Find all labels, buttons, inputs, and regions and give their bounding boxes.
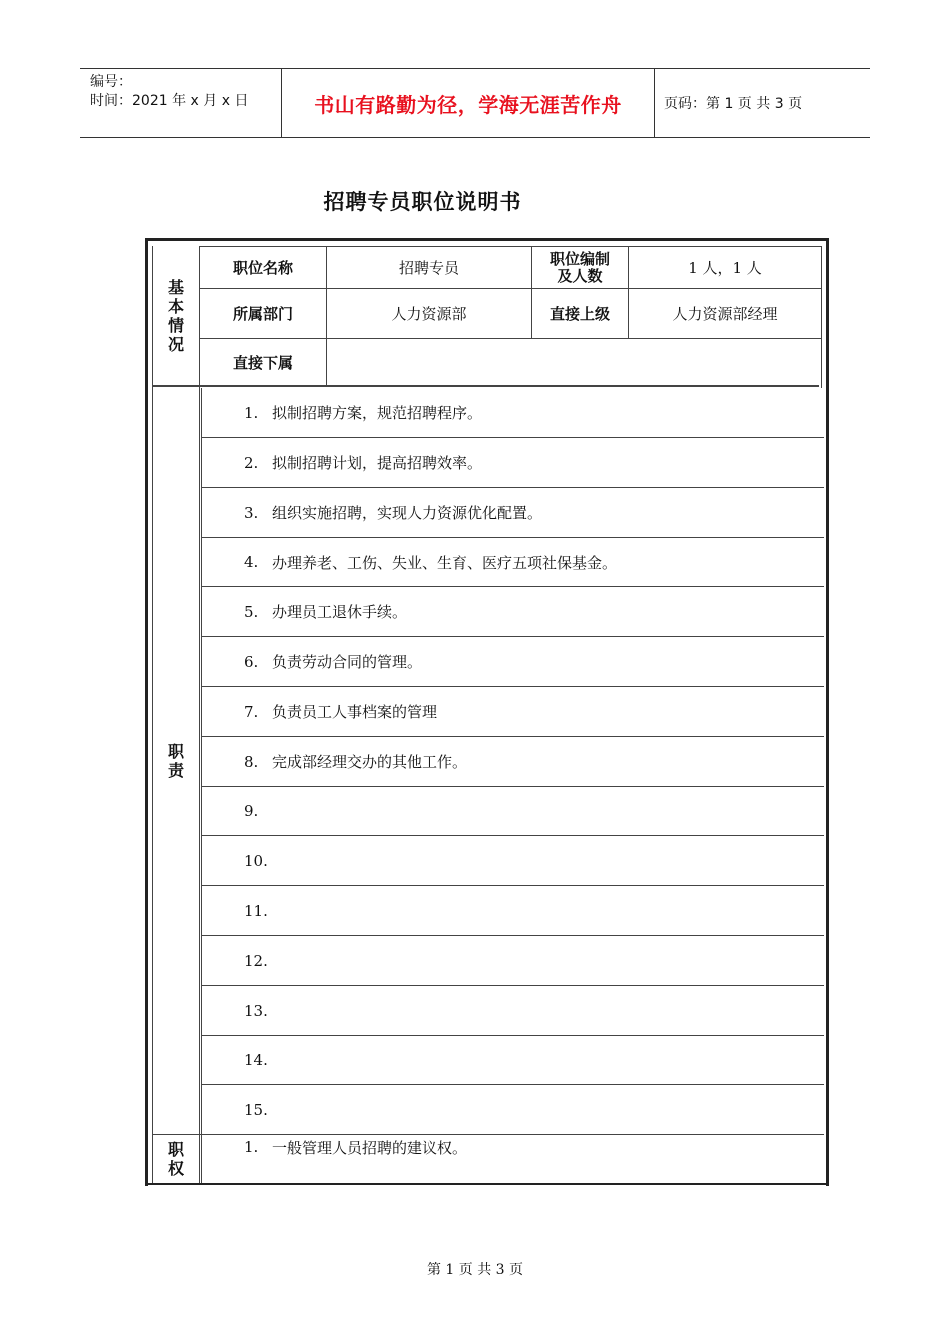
duty-item: 15.	[244, 1100, 268, 1119]
duty-item: 6. 负责劳动合同的管理。	[244, 652, 423, 671]
duty-item: 3. 组织实施招聘，实现人力资源优化配置。	[244, 503, 543, 522]
duty-item: 4. 办理养老、工伤、失业、生育、医疗五项社保基金。	[244, 553, 618, 572]
position-name-label: 职位名称	[232, 259, 293, 277]
header-number: 编号：	[90, 74, 132, 90]
duty-item: 14.	[244, 1051, 268, 1069]
form-border-right	[826, 238, 829, 1186]
supervisor-value: 人力资源部经理	[672, 305, 778, 323]
department-label: 所属部门	[232, 305, 293, 323]
form-border-bottom	[145, 1183, 829, 1185]
header-divider	[654, 69, 655, 137]
section-label-duties: 职 责	[167, 742, 184, 780]
duty-item: 11.	[244, 901, 268, 920]
page-footer: 第 1 页 共 3 页	[426, 1262, 524, 1278]
document-header	[80, 68, 870, 138]
duty-item: 5. 办理员工退休手续。	[244, 602, 408, 621]
subordinate-value	[327, 339, 821, 385]
header-time: 时间：2021 年 x 月 x 日	[90, 93, 249, 109]
duty-item: 9.	[244, 802, 259, 820]
duty-item: 10.	[244, 851, 268, 870]
form-border-left	[145, 238, 148, 1186]
duty-item: 8. 完成部经理交办的其他工作。	[244, 752, 468, 771]
authority-item: 1. 一般管理人员招聘的建议权。	[244, 1138, 468, 1157]
header-meta	[90, 73, 248, 111]
department-value: 人力资源部	[391, 305, 467, 323]
section-label-authority: 职 权	[167, 1140, 184, 1178]
document-title: 招聘专员职位说明书	[323, 190, 522, 214]
duty-item: 1. 拟制招聘方案，规范招聘程序。	[244, 403, 483, 422]
duty-item: 12.	[244, 951, 268, 970]
header-slogan: 书山有路勤为径，学海无涯苦作舟	[314, 92, 622, 117]
subordinate-label: 直接下属	[232, 353, 293, 372]
inner-right-line	[821, 246, 822, 388]
duty-item: 7. 负责员工人事档案的管理	[244, 702, 438, 721]
duty-item: 2. 拟制招聘计划，提高招聘效率。	[244, 453, 483, 472]
supervisor-label: 直接上级	[549, 305, 610, 323]
section-label-basic: 基 本 情 况	[167, 278, 184, 354]
header-page-info: 页码：第 1 页 共 3 页	[664, 96, 803, 112]
form-border-top	[145, 238, 829, 241]
section-separator	[152, 385, 819, 387]
headcount-value: 1 人，1 人	[688, 259, 762, 277]
duty-item: 13.	[244, 1001, 268, 1020]
job-description-form	[145, 238, 829, 1186]
position-name-value: 招聘专员	[398, 259, 459, 277]
headcount-label: 职位编制 及人数	[549, 249, 610, 285]
